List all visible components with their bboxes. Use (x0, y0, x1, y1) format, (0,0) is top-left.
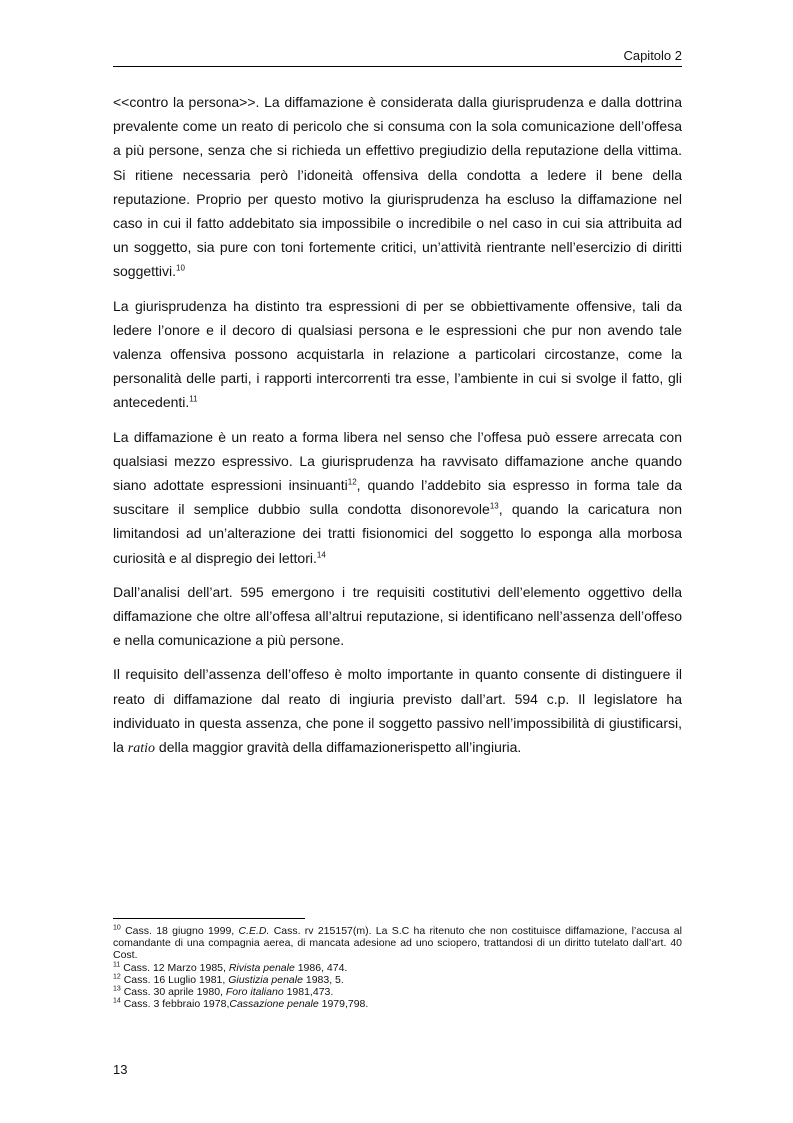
footnote-14 (113, 998, 682, 1010)
footnote-divider (113, 918, 305, 919)
footnote-ref[interactable]: 13 (489, 501, 499, 511)
footnote-10 (113, 925, 682, 962)
footnote-source: Cassazione penale (229, 998, 319, 1011)
footnote-source: Giustizia penale (228, 973, 303, 986)
italic-term: ratio (127, 741, 156, 757)
paragraph-text: La diffamazione è un reato a forma libera nel senso che l’offesa può essere arrecata con qualsiasi mezzo espressivo. La giurisprudenza ha ravvisato diffamazione anche quando siano adottate espressioni insinuanti (113, 428, 682, 494)
footnote-number: 13 (113, 985, 121, 993)
chapter-title: Capitolo 2 (623, 48, 682, 63)
footnote-source: C.E.D. (238, 925, 270, 937)
footnote-ref[interactable]: 10 (176, 263, 185, 273)
footnote-12 (113, 974, 682, 986)
paragraph-text: della maggior gravità della diffamazionerispetto all’ingiuria. (155, 739, 522, 756)
page-number: 13 (113, 1062, 128, 1077)
running-header (113, 46, 682, 67)
footnotes (113, 925, 682, 1010)
paragraph-1 (113, 90, 682, 284)
footnote-text: Cass. 16 Luglio 1981, (123, 973, 229, 986)
paragraph-text: <<contro la persona>>. La diffamazione è considerata dalla giurisprudenza e dalla dottrina prevalente come un reato di pericolo che si consuma con la sola comunicazione dell’offesa a più persone, senza che si richieda un effettivo pregiudizio della reputazione della vittima. Si ritiene necessaria però l’idoneità offensiva della condotta a ledere il bene della reputazione. Proprio per questo motivo la giurisprudenza ha escluso la diffamazione nel caso in cui il fatto addebitato sia impossibile o incredibile o nel caso in cui sia attribuita ad un soggetto, sia pure con toni fortemente critici, un’attività rientrante nell’esercizio di diritti soggettivi. (113, 94, 682, 280)
paragraph-text: , quando la caricatura non limitandosi ad un’alterazione dei tratti fisionomici del soggetto lo esponga alla morbosa curiosità e al dispregio dei lettori. (113, 501, 683, 566)
footnote-text: Cass. 3 febbraio 1978, (123, 998, 230, 1011)
footnote-source: Foro italiano (225, 986, 284, 999)
footnote-text: 1981,473. (283, 986, 334, 999)
paragraph-2 (113, 294, 682, 415)
paragraph-5 (113, 662, 682, 761)
footnote-source: Rivista penale (228, 961, 295, 974)
footnote-text: Cass. rv 215157(m). La S.C ha ritenuto che non costituisce diffamazione, l’accusa al comandante di una compagnia aerea, di mancata adesione ad uno sciopero, trattandosi di un diritto tutelato dall’art. 40 Cost. (113, 925, 682, 962)
paragraph-text: , quando l’addebito sia espresso in forma tale da suscitare il semplice dubbio sulla condotta disonorevole (113, 477, 682, 518)
paragraph-text: La giurisprudenza ha distinto tra espressioni di per se obbiettivamente offensive, tali da ledere l’onore e il decoro di qualsiasi persona e le espressioni che pur non avendo tale valenza offensiva possono acquistarla in relazione a particolari circostanze, come la personalità delle parti, i rapporti intercorrenti tra esse, l’ambiente in cui si svolge il fatto, gli antecedenti. (113, 297, 682, 411)
body-text (113, 90, 682, 771)
footnote-text: Cass. 12 Marzo 1985, (123, 961, 229, 974)
footnote-text: Cass. 18 giugno 1999, (125, 925, 239, 937)
footnote-text: 1986, 474. (294, 961, 348, 974)
footnote-text: Cass. 30 aprile 1980, (123, 986, 226, 999)
paragraph-3 (113, 425, 682, 570)
footnote-number: 11 (113, 961, 121, 969)
paragraph-text: Il requisito dell’assenza dell’offeso è molto importante in quanto consente di distinguere il reato di diffamazione dal reato di ingiuria previsto dall’art. 594 c.p. Il legislatore ha individuato in questa assenza, che pone il soggetto passivo nell’impossibilità di giustificarsi, la (113, 666, 682, 756)
footnote-13 (113, 986, 682, 998)
paragraph-text: Dall’analisi dell’art. 595 emergono i tre requisiti costitutivi dell’elemento oggettivo della diffamazione che oltre all’offesa all’altrui reputazione, si identificano nell’assenza dell’offeso e nella comunicazione a più persone. (113, 583, 682, 649)
footnote-ref[interactable]: 14 (316, 550, 326, 559)
footnote-number: 10 (113, 924, 121, 932)
footnote-text: 1983, 5. (302, 973, 344, 986)
footnote-number: 14 (113, 997, 121, 1005)
footnote-ref[interactable]: 11 (189, 394, 198, 404)
footnote-number: 12 (113, 973, 121, 981)
footnote-11 (113, 962, 682, 974)
footnote-ref[interactable]: 12 (347, 477, 357, 487)
paragraph-4 (113, 580, 682, 653)
footnote-text: 1979,798. (318, 998, 369, 1011)
